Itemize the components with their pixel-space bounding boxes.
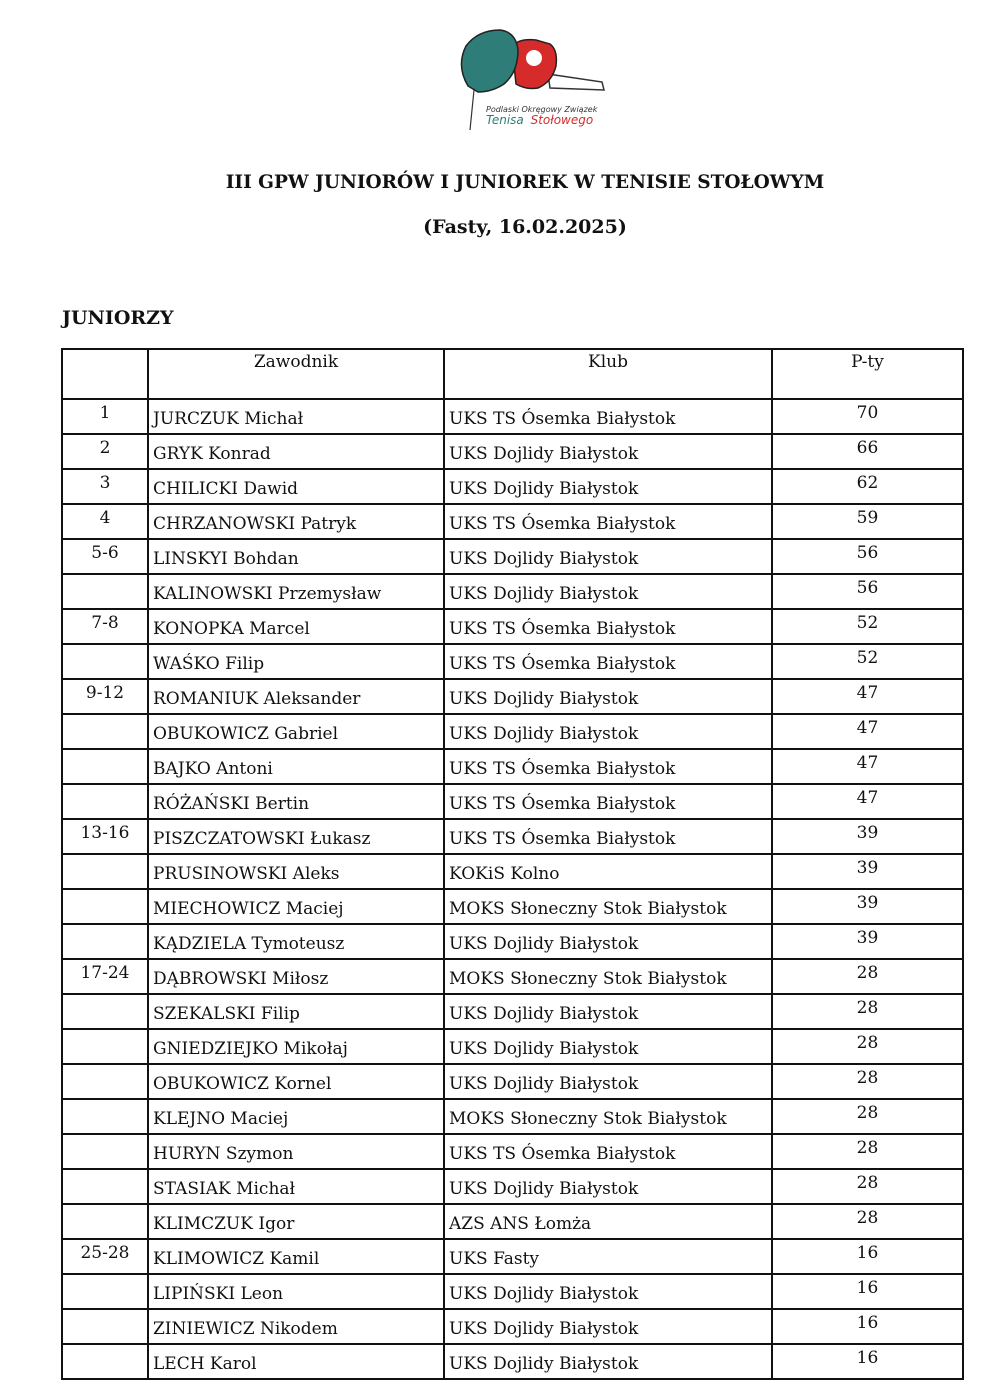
club-cell [444,994,772,1029]
svg-text:Tenisa Stołowego [486,113,593,127]
club-cell [444,1134,772,1169]
player-cell [148,1344,444,1379]
player-cell [148,1169,444,1204]
place-cell [62,749,148,784]
points-cell: 47 [772,784,963,819]
club-name: UKS TS Ósemka Białystok [449,1144,676,1164]
table-row [62,854,963,889]
club-cell [444,1274,772,1309]
place-cell [62,1169,148,1204]
place-cell [62,994,148,1029]
points-cell: 28 [772,1204,963,1239]
player-cell [148,854,444,889]
club-name: UKS Dojlidy Białystok [449,1074,639,1094]
table-row [62,1099,963,1134]
table-row [62,819,963,854]
table-row [62,469,963,504]
player-cell [148,504,444,539]
player-cell [148,469,444,504]
points-cell: 39 [772,854,963,889]
points-cell: 16 [772,1239,963,1274]
table-row [62,504,963,539]
club-name: UKS Dojlidy Białystok [449,584,639,604]
player-name: WAŚKO Filip [153,654,265,674]
player-name: ZINIEWICZ Nikodem [153,1319,338,1339]
player-cell [148,714,444,749]
player-cell [148,1099,444,1134]
player-cell [148,959,444,994]
section-heading: JUNIORZY [62,307,174,329]
player-cell [148,1309,444,1344]
table-row [62,539,963,574]
place-cell [62,1309,148,1344]
club-name: UKS Dojlidy Białystok [449,549,639,569]
page-subtitle: (Fasty, 16.02.2025) [423,216,627,238]
club-cell [444,1239,772,1274]
table-row [62,1029,963,1064]
points-cell: 47 [772,679,963,714]
table-row [62,994,963,1029]
points-cell: 39 [772,889,963,924]
points-cell: 28 [772,1134,963,1169]
player-name: KALINOWSKI Przemysław [153,584,382,604]
column-header-points: P-ty [772,349,963,399]
player-cell [148,1204,444,1239]
club-cell [444,504,772,539]
place-cell: 5-6 [62,539,148,574]
place-cell [62,924,148,959]
player-name: LINSKYI Bohdan [153,549,299,569]
player-cell [148,749,444,784]
player-cell [148,1134,444,1169]
player-name: GRYK Konrad [153,444,271,464]
player-name: MIECHOWICZ Maciej [153,899,344,919]
table-row [62,574,963,609]
player-cell [148,434,444,469]
player-cell [148,1274,444,1309]
player-cell [148,784,444,819]
place-cell [62,854,148,889]
place-cell: 3 [62,469,148,504]
points-cell: 56 [772,539,963,574]
club-cell [444,889,772,924]
player-cell [148,609,444,644]
place-cell [62,889,148,924]
club-name: MOKS Słoneczny Stok Białystok [449,969,727,989]
column-header-place [62,349,148,399]
club-name: UKS Dojlidy Białystok [449,479,639,499]
points-cell: 28 [772,1099,963,1134]
place-cell: 1 [62,399,148,434]
club-name: UKS TS Ósemka Białystok [449,409,676,429]
place-cell: 25-28 [62,1239,148,1274]
logo-line2a: Tenisa [486,113,524,127]
table-row [62,1064,963,1099]
club-name: UKS Dojlidy Białystok [449,1284,639,1304]
player-cell [148,819,444,854]
club-name: UKS TS Ósemka Białystok [449,514,676,534]
points-cell: 28 [772,959,963,994]
points-cell: 39 [772,819,963,854]
club-cell [444,1309,772,1344]
club-name: UKS Dojlidy Białystok [449,1319,639,1339]
player-cell [148,644,444,679]
club-name: UKS Dojlidy Białystok [449,1179,639,1199]
federation-logo [452,26,622,136]
player-name: ROMANIUK Aleksander [153,689,361,709]
club-cell [444,434,772,469]
club-name: UKS Dojlidy Białystok [449,934,639,954]
player-name: GNIEDZIEJKO Mikołaj [153,1039,348,1059]
points-cell: 28 [772,1169,963,1204]
club-cell [444,1029,772,1064]
club-name: UKS TS Ósemka Białystok [449,654,676,674]
player-name: KLIMOWICZ Kamil [153,1249,320,1269]
club-cell [444,574,772,609]
player-cell [148,1064,444,1099]
club-cell [444,784,772,819]
points-cell: 52 [772,644,963,679]
table-row [62,1274,963,1309]
points-cell: 47 [772,749,963,784]
club-name: MOKS Słoneczny Stok Białystok [449,899,727,919]
club-cell [444,819,772,854]
club-name: UKS Fasty [449,1249,540,1269]
table-row [62,1344,963,1379]
player-name: CHILICKI Dawid [153,479,299,499]
player-cell [148,679,444,714]
club-cell [444,924,772,959]
player-cell [148,924,444,959]
column-header-player: Zawodnik [148,349,444,399]
player-cell [148,889,444,924]
club-cell [444,959,772,994]
player-name: CHRZANOWSKI Patryk [153,514,357,534]
table-row [62,609,963,644]
club-cell [444,1344,772,1379]
points-cell: 47 [772,714,963,749]
club-cell [444,399,772,434]
player-name: HURYN Szymon [153,1144,294,1164]
player-name: PRUSINOWSKI Aleks [153,864,340,884]
points-cell: 62 [772,469,963,504]
player-name: LIPIŃSKI Leon [153,1284,284,1304]
points-cell: 52 [772,609,963,644]
player-name: DĄBROWSKI Miłosz [153,969,329,989]
points-cell: 28 [772,1064,963,1099]
player-name: BAJKO Antoni [153,759,273,779]
player-cell [148,1239,444,1274]
points-cell: 28 [772,1029,963,1064]
club-name: UKS TS Ósemka Białystok [449,794,676,814]
table-row [62,434,963,469]
place-cell [62,1099,148,1134]
player-cell [148,399,444,434]
player-name: RÓŻAŃSKI Bertin [153,794,310,814]
place-cell [62,784,148,819]
table-row [62,1134,963,1169]
club-name: UKS Dojlidy Białystok [449,1039,639,1059]
points-cell: 16 [772,1274,963,1309]
points-cell: 59 [772,504,963,539]
place-cell [62,1064,148,1099]
place-cell: 2 [62,434,148,469]
player-name: PISZCZATOWSKI Łukasz [153,829,371,849]
player-name: JURCZUK Michał [153,409,304,429]
player-cell [148,994,444,1029]
place-cell: 7-8 [62,609,148,644]
points-cell: 39 [772,924,963,959]
club-name: KOKiS Kolno [449,864,560,884]
place-cell: 4 [62,504,148,539]
table-row [62,1309,963,1344]
club-cell [444,854,772,889]
points-cell: 16 [772,1344,963,1379]
club-cell [444,469,772,504]
points-cell: 16 [772,1309,963,1344]
table-row [62,1239,963,1274]
player-cell [148,1029,444,1064]
club-name: UKS TS Ósemka Białystok [449,619,676,639]
place-cell: 9-12 [62,679,148,714]
club-cell [444,1064,772,1099]
club-cell [444,679,772,714]
club-name: AZS ANS Łomża [449,1214,592,1234]
club-cell [444,714,772,749]
table-tennis-paddles-icon [452,26,622,136]
player-name: KONOPKA Marcel [153,619,310,639]
table-row [62,679,963,714]
player-name: KLIMCZUK Igor [153,1214,295,1234]
club-cell [444,1169,772,1204]
club-name: UKS Dojlidy Białystok [449,689,639,709]
table-row [62,1204,963,1239]
place-cell [62,644,148,679]
club-name: UKS Dojlidy Białystok [449,724,639,744]
table-row [62,1169,963,1204]
player-name: LECH Karol [153,1354,257,1374]
table-header-row [62,349,963,399]
table-row [62,924,963,959]
player-name: OBUKOWICZ Kornel [153,1074,332,1094]
place-cell [62,1204,148,1239]
place-cell [62,714,148,749]
table-row [62,399,963,434]
player-name: KĄDZIELA Tymoteusz [153,934,345,954]
place-cell [62,1344,148,1379]
table-row [62,644,963,679]
table-row [62,959,963,994]
club-cell [444,539,772,574]
logo-line1: Podlaski Okręgowy Związek [486,105,598,114]
table-body [62,399,963,1379]
place-cell [62,1029,148,1064]
page-title: III GPW JUNIORÓW I JUNIOREK W TENISIE STOŁOWYM [225,172,825,193]
player-name: OBUKOWICZ Gabriel [153,724,339,744]
table-row [62,749,963,784]
table-row [62,784,963,819]
place-cell: 13-16 [62,819,148,854]
player-cell [148,539,444,574]
results-table [61,348,964,1380]
player-name: STASIAK Michał [153,1179,296,1199]
club-cell [444,609,772,644]
club-name: UKS TS Ósemka Białystok [449,829,676,849]
place-cell: 17-24 [62,959,148,994]
player-name: SZEKALSKI Filip [153,1004,300,1024]
points-cell: 28 [772,994,963,1029]
club-name: UKS TS Ósemka Białystok [449,759,676,779]
club-name: MOKS Słoneczny Stok Białystok [449,1109,727,1129]
place-cell [62,1134,148,1169]
points-cell: 70 [772,399,963,434]
club-cell [444,749,772,784]
points-cell: 56 [772,574,963,609]
table-row [62,714,963,749]
table-row [62,889,963,924]
player-cell [148,574,444,609]
club-cell [444,644,772,679]
player-name: KLEJNO Maciej [153,1109,289,1129]
club-cell [444,1204,772,1239]
club-cell [444,1099,772,1134]
club-name: UKS Dojlidy Białystok [449,1354,639,1374]
club-name: UKS Dojlidy Białystok [449,444,639,464]
column-header-club: Klub [444,349,772,399]
points-cell: 66 [772,434,963,469]
logo-line2b: Stołowego [530,113,594,127]
club-name: UKS Dojlidy Białystok [449,1004,639,1024]
place-cell [62,1274,148,1309]
place-cell [62,574,148,609]
